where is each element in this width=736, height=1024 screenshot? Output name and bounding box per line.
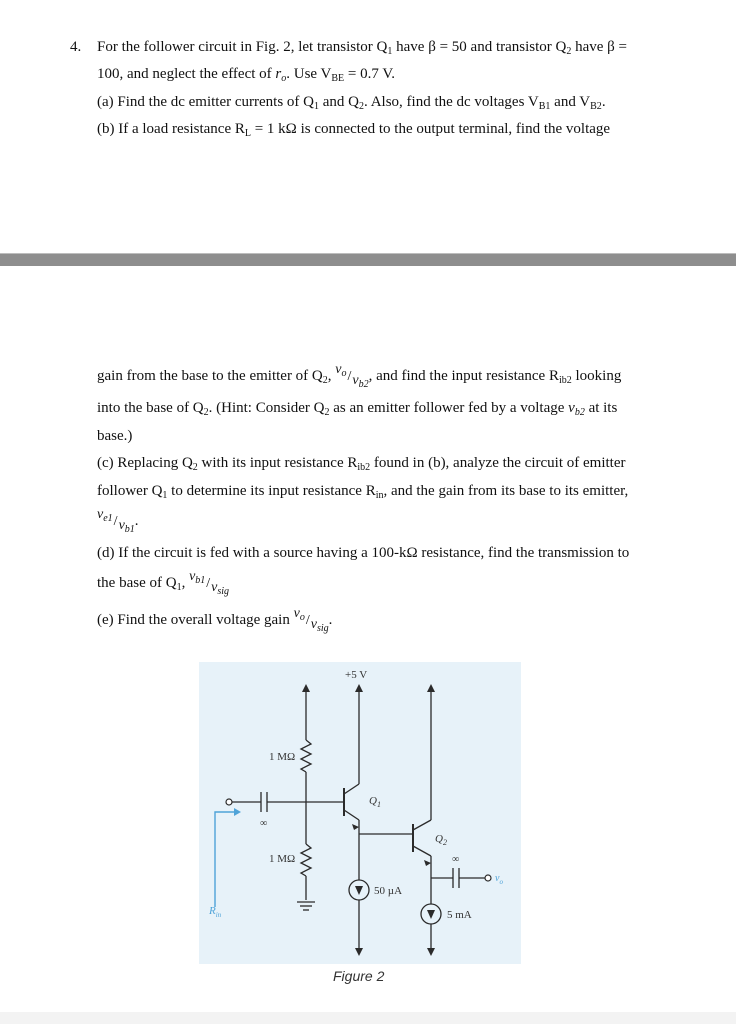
cap-out-label: ∞ [452, 854, 460, 865]
rin-label: $R_{in}$ [209, 905, 222, 919]
part-c-line-1: (c) Replacing $Q_2$ with its input resistance $R_{ib2}$ found in (b), analyze the circuit of emitter [97, 455, 626, 473]
part-b-line-4: base.) [97, 428, 133, 444]
fraction-vo-vsig: $v_o/v_{sig}$ [293, 606, 329, 634]
output-terminal [485, 875, 491, 881]
problem-intro-line-2: 100, and neglect the effect of $r_o$. Use $V_{BE} = 0.7$ V. [97, 66, 396, 84]
current-source-2-label: 5 mA [447, 909, 472, 921]
resistor-top-label: 1 MΩ [269, 751, 296, 763]
part-a-text: (a) Find the dc emitter currents of $Q_1$ and $Q_2$. Also, find the dc voltages $V_{B1}$ and $V_{B2}$. [97, 94, 606, 112]
vo-label: $v_o$ [495, 873, 503, 886]
part-c-line-2: follower $Q_1$ to determine its input resistance $R_{in}$, and the gain from its base to its emitter, [97, 483, 629, 501]
part-e-text: (e) Find the overall voltage gain $v_o/v_{sig}$. [97, 606, 333, 634]
fraction-ve1-vb1: $v_{e1}/v_{b1}$ [97, 507, 135, 535]
resistor-bottom-label: 1 MΩ [269, 853, 296, 865]
part-b-line-1: (b) If a load resistance $R_L = 1$ kΩ is connected to the output terminal, find the voltage [97, 121, 611, 139]
fraction-vb1-vsig: $v_{b1}/v_{sig}$ [189, 569, 230, 597]
supply-arrow-right [427, 684, 435, 692]
fraction-vo-vb2: $v_o/v_{b2}$ [335, 362, 369, 390]
resistor-top [301, 740, 311, 772]
current-source-1-label: 50 µA [374, 885, 403, 897]
page-bottom-strip [0, 1012, 736, 1024]
supply-arrow-center [355, 684, 363, 692]
page-break-divider [0, 254, 736, 266]
part-c-line-3: $v_{e1}/v_{b1}$. [97, 507, 139, 535]
q2-emitter-arrow [424, 860, 431, 866]
circuit-diagram [199, 662, 521, 964]
circuit-figure [199, 662, 521, 964]
part-d-line-2: the base of $Q_1$, $v_{b1}/v_{sig}$ [97, 569, 230, 597]
cap-in-label: ∞ [260, 818, 268, 829]
q1-label: $Q_1$ [369, 795, 381, 809]
resistor-bottom [301, 844, 311, 876]
part-b-line-2: gain from the base to the emitter of $Q_2$, $v_o/v_{b2}$, and find the input resistance $R_{ib2}$ looking [97, 362, 622, 390]
part-d-line-1: (d) If the circuit is fed with a source having a 100-kΩ resistance, find the transmission to [97, 545, 630, 561]
supply-arrow-left [302, 684, 310, 692]
figure-caption: Figure 2 [333, 968, 385, 984]
q2-label: $Q_2$ [435, 833, 447, 847]
problem-number: 4. [70, 39, 82, 55]
supply-label: +5 V [345, 669, 368, 681]
rin-indicator [215, 812, 237, 907]
input-terminal [226, 799, 232, 805]
problem-intro-line-1: For the follower circuit in Fig. 2, let transistor $Q_1$ have β = 50 and transistor $Q_2$ have β = [97, 39, 628, 57]
q1-emitter-arrow [352, 824, 359, 830]
part-b-line-3: into the base of $Q_2$. (Hint: Consider $Q_2$ as an emitter follower fed by a voltage $v_{b2}$ at its [97, 400, 618, 418]
